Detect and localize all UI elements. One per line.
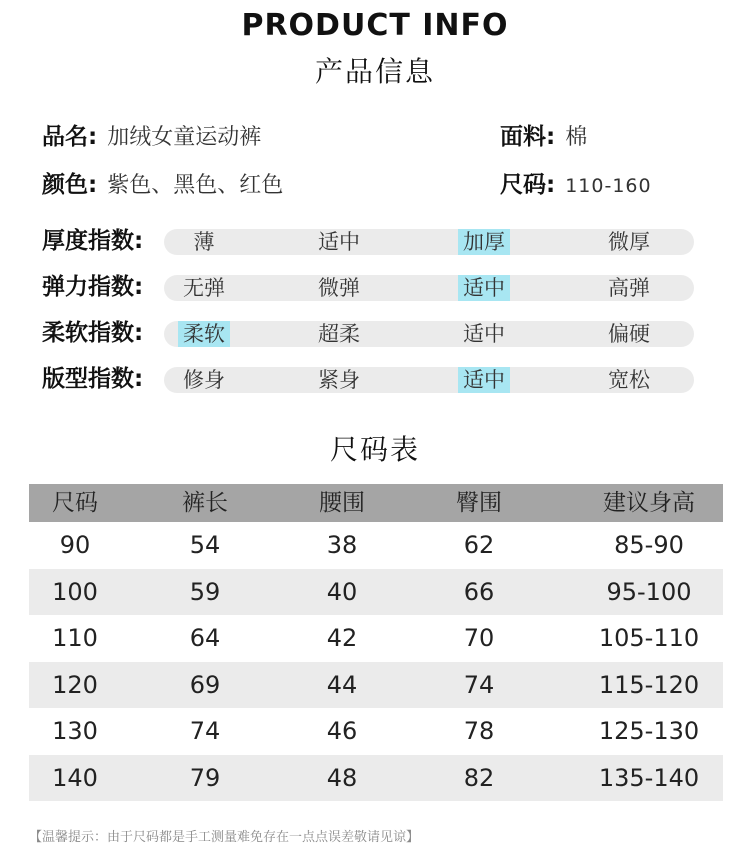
table-cell: 110 — [52, 624, 98, 652]
table-row — [29, 615, 723, 662]
info-fabric — [500, 118, 587, 151]
table-header-cell: 裤长 — [182, 490, 228, 516]
table-cell: 42 — [326, 624, 358, 652]
index-option — [439, 367, 529, 393]
index-option: 高弹 — [608, 276, 650, 300]
table-cell: 54 — [189, 531, 221, 559]
info-value: 加绒女童运动裤 — [107, 125, 262, 150]
table-header-cell: 腰围 — [319, 490, 365, 516]
page-title-cn: 产品信息 — [314, 55, 435, 88]
size-table-header — [29, 484, 723, 522]
table-header-cell: 臀围 — [456, 490, 502, 516]
info-color — [42, 166, 283, 199]
index-option: 适中 — [463, 322, 505, 346]
index-option: 偏硬 — [608, 322, 650, 346]
table-cell: 95-100 — [606, 577, 692, 606]
table-cell: 85-90 — [614, 531, 684, 559]
table-cell: 79 — [189, 763, 221, 792]
size-table — [29, 484, 723, 801]
table-row — [29, 662, 723, 709]
table-header-cell: 尺码 — [52, 490, 98, 516]
table-cell: 38 — [326, 531, 358, 559]
info-label: 颜色: — [42, 172, 98, 198]
table-cell: 105-110 — [598, 624, 700, 652]
size-table-title: 尺码表 — [329, 433, 420, 466]
index-option-selected: 适中 — [458, 275, 510, 301]
table-cell: 74 — [189, 717, 221, 745]
info-label: 尺码: — [500, 172, 556, 198]
table-row — [29, 708, 723, 755]
index-label: 版型指数: — [42, 366, 144, 392]
index-bar — [164, 321, 694, 347]
index-label: 厚度指数: — [42, 228, 144, 254]
index-label: 弹力指数: — [42, 274, 144, 300]
table-cell: 120 — [52, 670, 98, 699]
index-option: 适中 — [318, 230, 360, 254]
table-cell: 46 — [326, 717, 358, 745]
table-row — [29, 755, 723, 802]
info-size — [500, 166, 652, 199]
table-cell: 62 — [463, 531, 495, 559]
table-cell: 66 — [463, 577, 495, 606]
index-option: 超柔 — [318, 322, 360, 346]
table-cell: 125-130 — [598, 717, 700, 745]
index-option: 紧身 — [318, 368, 360, 392]
info-value: 棉 — [565, 125, 588, 150]
index-option — [439, 275, 529, 301]
table-cell: 78 — [463, 717, 495, 745]
page-title-en: PRODUCT INFO — [241, 8, 509, 43]
footer-note: 【温馨提示：由于尺码都是手工测量难免存在一点点误差敬请见谅】 — [29, 830, 420, 845]
table-cell: 40 — [326, 577, 358, 606]
index-option — [159, 321, 249, 347]
index-option-selected: 柔软 — [178, 321, 230, 347]
table-row — [29, 522, 723, 569]
index-option-selected: 加厚 — [458, 229, 510, 255]
table-cell: 48 — [326, 763, 358, 792]
index-option: 无弹 — [183, 276, 225, 300]
info-product-name — [42, 118, 261, 151]
index-row — [42, 272, 702, 302]
index-option: 薄 — [193, 230, 215, 254]
index-bar — [164, 229, 694, 255]
index-bar — [164, 275, 694, 301]
table-row — [29, 569, 723, 616]
table-cell: 130 — [52, 717, 98, 745]
info-value: 110-160 — [565, 175, 652, 197]
table-cell: 59 — [189, 577, 221, 606]
table-cell: 82 — [463, 763, 495, 792]
index-option-selected: 适中 — [458, 367, 510, 393]
table-cell: 115-120 — [598, 670, 700, 699]
index-row — [42, 226, 702, 256]
table-header-cell: 建议身高 — [603, 490, 695, 516]
index-row — [42, 364, 702, 394]
index-option: 修身 — [183, 368, 225, 392]
index-label: 柔软指数: — [42, 320, 144, 346]
index-option — [439, 229, 529, 255]
index-bar — [164, 367, 694, 393]
size-table-body — [29, 522, 723, 801]
index-option: 微弹 — [318, 276, 360, 300]
info-label: 面料: — [500, 124, 556, 150]
table-cell: 140 — [52, 763, 98, 792]
table-cell: 90 — [59, 531, 91, 559]
table-cell: 44 — [326, 670, 358, 699]
table-cell: 70 — [463, 624, 495, 652]
table-cell: 69 — [189, 670, 221, 699]
info-label: 品名: — [42, 124, 98, 150]
info-value: 紫色、黑色、红色 — [107, 173, 284, 198]
table-cell: 64 — [189, 624, 221, 652]
table-cell: 100 — [52, 577, 98, 606]
index-row — [42, 318, 702, 348]
table-cell: 135-140 — [598, 763, 700, 792]
index-option: 微厚 — [608, 230, 650, 254]
table-cell: 74 — [463, 670, 495, 699]
index-option: 宽松 — [608, 368, 650, 392]
